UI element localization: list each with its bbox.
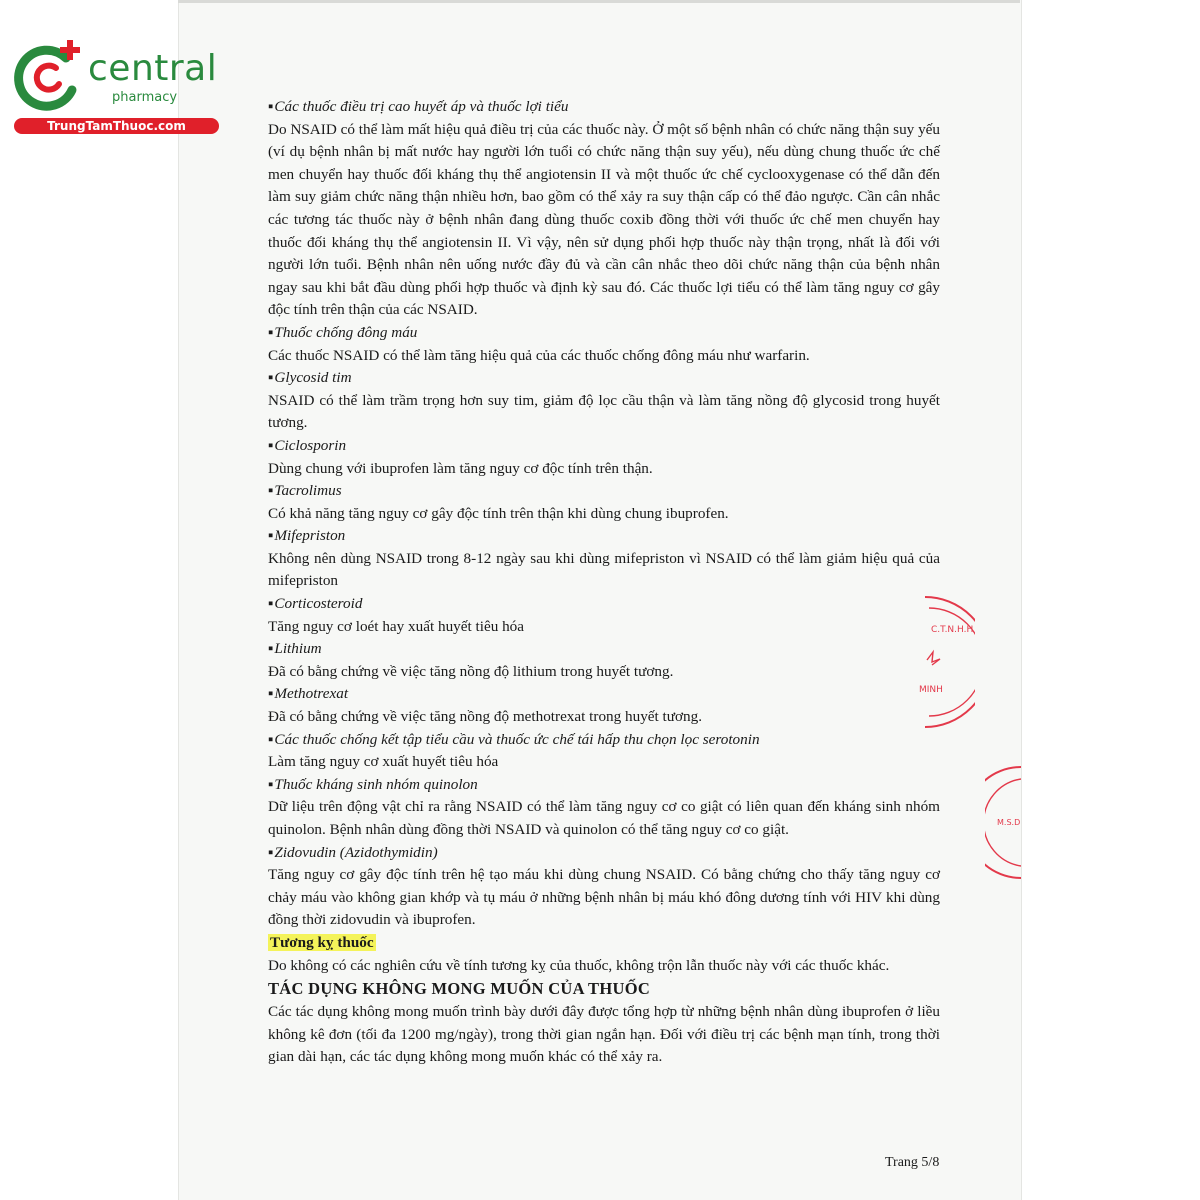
- page-number: Trang 5/8: [885, 1155, 940, 1170]
- section-heading: ▪ Lithium: [268, 638, 940, 661]
- section-heading: ▪ Tacrolimus: [268, 480, 940, 503]
- incompatibility-heading: [268, 932, 940, 955]
- section-text: Do NSAID có thể làm mất hiệu quả điều trị của các thuốc này. Ở một số bệnh nhân có chức năng thận suy yếu (ví dụ bệnh nhân bị mất nước hay người lớn tuổi có chức năng thận suy yếu), nếu dùng chung thuốc ức chế men chuyển hay thuốc đối kháng thụ thể angiotensin II và một thuốc ức chế cyclooxygenase có thể dẫn đến làm suy giảm chức năng thận nhiều hơn, bao gồm có thể xảy ra suy thận cấp có thể đảo ngược. Cần cân nhắc các tương tác thuốc này ở bệnh nhân đang dùng thuốc coxib đồng thời với thuốc ức chế men chuyển hay thuốc đối kháng thụ thể angiotensin II. Vì vậy, nên sử dụng phối hợp thuốc này thận trọng, nhất là đối với người lớn tuổi. Bệnh nhân nên uống nước đầy đủ và cần cân nhắc theo dõi chức năng thận của bệnh nhân ngay sau khi bắt đầu dùng phối hợp thuốc và định kỳ sau đó. Các thuốc lợi tiểu có thể làm tăng nguy cơ gây độc tính trên thận của các NSAID.: [268, 120, 940, 319]
- section-heading: ▪ Ciclosporin: [268, 435, 940, 458]
- sheet-edge: [178, 0, 1020, 3]
- section-text: Tăng nguy cơ gây độc tính trên hệ tạo máu khi dùng chung NSAID. Có bằng chứng cho thấy tăng nguy cơ chảy máu vào không gian khớp và tụ máu ở những bệnh nhân bị máu khó đông dương tính với HIV khi dùng đồng thời zidovudin và ibuprofen.: [268, 866, 940, 929]
- section-text: Có khả năng tăng nguy cơ gây độc tính trên thận khi dùng chung ibuprofen.: [268, 504, 729, 522]
- section-heading: ▪ Methotrexat: [268, 683, 940, 706]
- section-heading: ▪ Corticosteroid: [268, 593, 940, 616]
- section-text: Các thuốc NSAID có thể làm tăng hiệu quả của các thuốc chống đông máu như warfarin.: [268, 346, 810, 364]
- logo-subtitle: pharmacy: [112, 90, 178, 105]
- incompatibility-text: Do không có các nghiên cứu về tính tương kỵ của thuốc, không trộn lẫn thuốc này với các thuốc khác.: [268, 956, 890, 974]
- section-text: NSAID có thể làm trầm trọng hơn suy tim, giảm độ lọc cầu thận và làm tăng nồng độ glycosid trong huyết tương.: [268, 391, 940, 432]
- pharmacy-cross-icon: [10, 38, 90, 118]
- section-text: Đã có bằng chứng về việc tăng nồng độ lithium trong huyết tương.: [268, 662, 674, 680]
- svg-text:M.S.D: M.S.D: [997, 818, 1021, 827]
- section-text: Làm tăng nguy cơ xuất huyết tiêu hóa: [268, 753, 499, 771]
- section-heading: ▪ Thuốc kháng sinh nhóm quinolon: [268, 774, 940, 797]
- section-heading: ▪ Zidovudin (Azidothymidin): [268, 842, 940, 865]
- section-heading: ▪ Các thuốc điều trị cao huyết áp và thuốc lợi tiểu: [268, 96, 940, 119]
- section-heading: ▪ Mifepriston: [268, 525, 940, 548]
- section-heading: ▪ Các thuốc chống kết tập tiểu cầu và thuốc ức chế tái hấp thu chọn lọc serotonin: [268, 729, 940, 752]
- section-text: Đã có bằng chứng về việc tăng nồng độ methotrexat trong huyết tương.: [268, 708, 703, 726]
- section-text: Dữ liệu trên động vật chỉ ra rằng NSAID có thể làm tăng nguy cơ co giật có liên quan đến kháng sinh nhóm quinolon. Bệnh nhân dùng đồng thời NSAID và quinolon có thể tăng nguy cơ co giật.: [268, 798, 940, 838]
- adverse-effects-heading: TÁC DỤNG KHÔNG MONG MUỐN CỦA THUỐC: [268, 979, 651, 999]
- section-text: Dùng chung với ibuprofen làm tăng nguy cơ độc tính trên thận.: [268, 459, 653, 477]
- svg-text:C.T.N.H.H: C.T.N.H.H: [931, 625, 974, 635]
- logo-wordmark: central: [88, 48, 218, 89]
- section-heading: ▪ Glycosid tim: [268, 367, 940, 390]
- section-text: Tăng nguy cơ loét hay xuất huyết tiêu hóa: [268, 617, 525, 635]
- document-body: [268, 96, 940, 1069]
- red-seal-stamp-icon: [985, 765, 1021, 880]
- section-text: Không nên dùng NSAID trong 8-12 ngày sau khi dùng mifepriston vì NSAID có thể làm giảm hiệu quả của mifepriston: [268, 549, 940, 590]
- highlight-mark: Tương kỵ thuốc: [270, 933, 374, 951]
- central-pharmacy-logo: [10, 38, 218, 138]
- logo-website: TrungTamThuoc.com: [14, 118, 219, 134]
- section-heading: ▪ Thuốc chống đông máu: [268, 322, 940, 345]
- red-seal-stamp-icon: [905, 592, 975, 732]
- svg-text:MINH: MINH: [919, 685, 943, 695]
- adverse-effects-text: Các tác dụng không mong muốn trình bày dưới đây được tổng hợp từ những bệnh nhân dùng ibuprofen ở liều không kê đơn (tối đa 1200 mg/ngày), trong thời gian ngắn hạn. Đối với điều trị các bệnh mạn tính, trong thời gian dài hạn, các tác dụng không mong muốn khác có thể xảy ra.: [268, 1003, 940, 1066]
